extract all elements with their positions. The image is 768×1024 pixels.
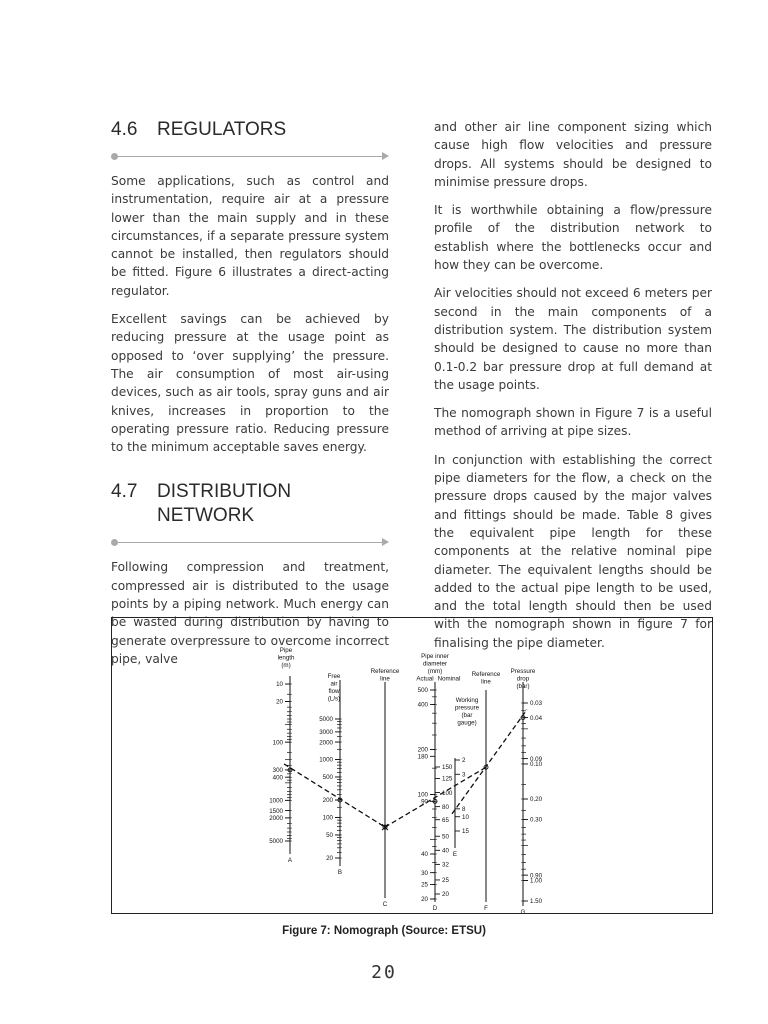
section-4-6-heading [111,118,389,142]
axis-title-E: Working [455,697,479,704]
tick-label-G: 1.50 [530,898,543,906]
axis-title-E: (bar [461,712,473,719]
axis-title-B: (L/s) [327,695,341,703]
axis-title-G: drop [516,675,530,683]
paragraph: and other air line component sizing which cause high flow velocities and pressure drops. All systems should be designed to minimise pressure drops. [434,120,712,189]
axis-title-B: air [330,680,338,688]
tick-label-A: 400 [272,774,283,782]
tick-label-G: 0.90 [530,872,543,880]
tick-label-B: 20 [326,855,333,863]
tick-label-D: 20 [421,896,428,904]
tick-label-D: 25 [421,881,428,889]
axis-title-D: (mm) [427,668,443,675]
tick-label-G: 0.09 [530,755,543,763]
axis-title-D: Pipe inner [421,653,449,660]
tick-label-B: 1000 [319,756,333,764]
axis-title-F: Reference [471,671,501,678]
tick-label-B: 5000 [319,716,333,724]
nominal-tick-label-D: 32 [442,861,449,869]
section-title-line: DISTRIBUTION [157,481,292,503]
section-title-line: NETWORK [157,505,255,527]
tick-label-D: 400 [417,701,428,709]
nominal-tick-label-D: 150 [442,764,453,772]
paragraph: Excellent savings can be achieved by reducing pressure at the usage point as opposed to ‘over supplying’ the pressure. The air consumption of most air-using devices, such as air tools, spray guns and air knives, increases in proportion to the operating pressure ratio. Reducing pressure to the minimum acceptable saves energy. [111,312,389,455]
axis-title-G: (bar) [516,683,530,690]
axis-title-C: line [380,675,390,683]
axis-title-B: flow [328,688,340,695]
section-divider [111,152,389,162]
nominal-tick-label-D: 100 [442,789,453,797]
axis-title-E: pressure [454,704,480,712]
page-number: 20 [371,962,397,983]
tick-label-D: 500 [417,687,428,695]
tick-label-A: 2000 [269,815,283,823]
axis-title-A: (m) [281,662,291,669]
axis-subtitle-D: Actual [416,675,434,683]
paragraph: It is worthwhile obtaining a flow/pressure profile of the distribution network to establish where the bottlenecks occur and how they can be overcome. [434,203,712,273]
tick-label-G: 1.00 [530,877,543,885]
tick-label-D: 90 [421,798,428,806]
axis-title-E: gauge) [457,719,477,727]
paragraph: Some applications, such as control and instrumentation, require air at a pressure lower than the main supply and in these circumstances, if a separate pressure system cannot be installed, then regulators should be fitted. Figure 6 illustrates a direct-acting regulator. [111,174,389,298]
tick-label-B: 200 [322,797,333,805]
paragraph: In conjunction with establishing the correct pipe diameters for the flow, a check on the pressure drops caused by the major valves and fittings should be made. Table 8 gives the equivalent pipe length for these components at the relative nominal pipe diameter. The equivalent lengths should be added to the actual pipe length to be used, and the total length should then be used with the nomograph shown in figure 7 for finalising the pipe diameter. [434,452,712,650]
axis-letter-C: C [382,901,388,908]
tick-label-E: 8 [462,806,466,814]
tick-label-A: 1500 [269,807,283,815]
nominal-tick-label-D: 50 [442,833,449,841]
tick-label-E: 3 [462,771,466,779]
tick-label-A: 5000 [269,838,283,846]
section-4-7-heading [111,480,389,528]
section-title [157,480,291,528]
tick-label-A: 100 [272,739,283,747]
axis-letter-E: E [452,851,458,858]
tick-label-E: 15 [462,828,469,836]
tick-label-A: 10 [276,681,283,689]
tick-label-B: 500 [322,774,333,782]
tick-label-G: 0.20 [530,796,543,804]
nomograph-figure [111,617,713,914]
section-title: REGULATORS [157,119,287,140]
axis-letter-F: F [484,905,488,912]
tick-label-D: 180 [417,753,428,761]
axis-title-B: Free [327,673,341,680]
paragraph: Following compression and treatment, compressed air is distributed to the usage points by a piping network. Much energy can be wasted during distribution by having to generate overpressure to overcome incorrect pipe, valve [111,560,389,666]
nominal-tick-label-D: 80 [442,803,449,811]
tick-label-A: 300 [272,767,283,775]
section-divider [111,538,389,548]
paragraph: Air velocities should not exceed 6 meters per second in the main components of a distribution system. The distribution system should be designed to cause no more than 0.1-0.2 bar pressure drop at full demand at the usage points. [434,286,712,392]
axis-letter-G: G [520,909,526,913]
tick-label-D: 200 [417,746,428,754]
nominal-tick-label-D: 125 [442,775,453,783]
tick-label-G: 0.03 [530,700,543,708]
axis-title-G: Pressure [510,668,536,675]
tick-label-G: 0.30 [530,816,543,824]
section-number: 4.6 [111,119,138,140]
axis-title-D: diameter [422,660,448,668]
nominal-tick-label-D: 40 [442,847,449,855]
tick-label-E: 10 [462,813,469,821]
paragraph: The nomograph shown in Figure 7 is a useful method of arriving at pipe sizes. [434,406,712,439]
tick-label-B: 3000 [319,729,333,737]
axis-letter-A: A [287,857,293,864]
nominal-tick-label-D: 65 [442,816,449,824]
tick-label-G: 0.04 [530,714,543,722]
right-column [434,118,712,662]
axis-title-F: line [481,678,491,686]
axis-title-C: Reference [370,668,400,675]
axis-letter-B: B [337,869,343,876]
tick-label-B: 100 [322,814,333,822]
tick-label-D: 40 [421,851,428,859]
nomograph-chart [112,618,712,913]
axis-title-A: length [277,654,295,662]
tick-label-A: 1000 [269,797,283,805]
section-number: 4.7 [111,481,138,503]
nominal-tick-label-D: 20 [442,891,449,899]
tick-label-D: 100 [417,791,428,799]
axis-subtitle-D: Nominal [437,675,461,683]
tick-label-E: 2 [462,757,466,765]
tick-label-D: 30 [421,869,428,877]
tick-label-B: 50 [326,832,333,840]
axis-title-A: Pipe [279,647,293,654]
path-segment-a-c [284,764,385,827]
figure-caption: Figure 7: Nomograph (Source: ETSU) [282,925,486,937]
tick-label-G: 0.10 [530,761,543,769]
tick-label-A: 20 [276,698,283,706]
nominal-tick-label-D: 25 [442,877,449,885]
axis-letter-D: D [432,905,438,912]
left-column [111,118,389,678]
tick-label-B: 2000 [319,739,333,747]
